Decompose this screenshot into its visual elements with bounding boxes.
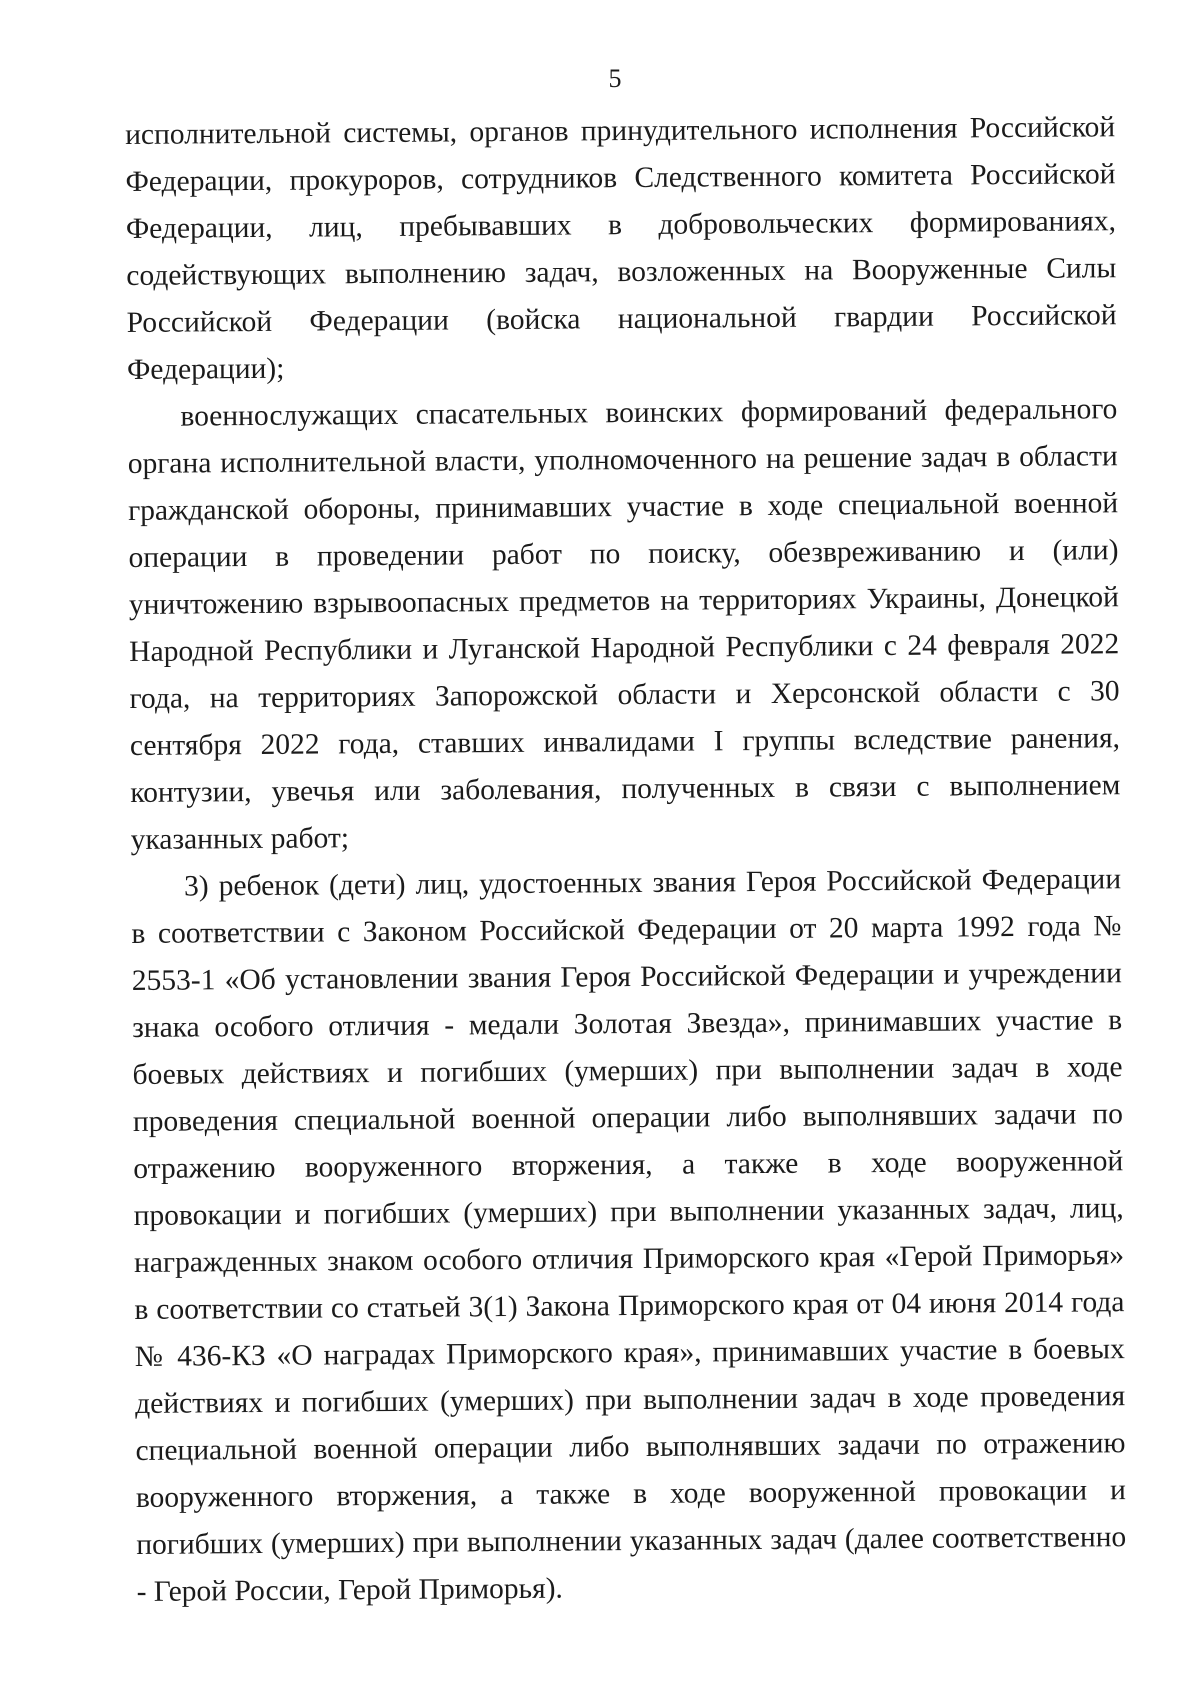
paragraph-rescue-servicemen: военнослужащих спасательных воинских формирований федерального органа исполнительной власти, уполномоченного на решение задач в области гражданской обороны, принимавших участие в ходе специальной военной операции в проведении работ по поиску, обезвреживанию и (или) уничтожению взрывоопасных предметов на территориях Украины, Донецкой Народной Республики и Луганской Народной Республики с 24 февраля 2022 года, на территориях Запорожской области и Херсонской области с 30 сентября 2022 года, ставших инвалидами I группы вследствие ранения, контузии, увечья или заболевания, полученных в связи с выполнением указанных работ; xyxy=(127,393,1121,856)
paragraph-continuation: исполнительной системы, органов принудительного исполнения Российской Федерации, прокуроров, сотрудников Следственного комитета Российской Федерации, лиц, пребывавших в добровольческих формированиях, содействующих выполнению задач, возложенных на Вооруженные Силы Российской Федерации (войска национальной гвардии Российской Федерации); xyxy=(125,111,1117,386)
page-number: 5 xyxy=(608,64,622,93)
document-body xyxy=(125,104,1127,1616)
paragraph-item-3: 3) ребенок (дети) лиц, удостоенных звания Героя Российской Федерации в соответствии с Законом Российской Федерации от 20 марта 1992 года № 2553-1 «Об установлении звания Героя Российской Федерации и учреждении знака особого отличия - медали Золотая Звезда», принимавших участие в боевых действиях и погибших (умерших) при выполнении задач в ходе проведения специальной военной операции либо выполнявших задачи по отражению вооруженного вторжения, а также в ходе вооруженной провокации и погибших (умерших) при выполнении указанных задач, лиц, награжденных знаком особого отличия Приморского края «Герой Приморья» в соответствии со статьей 3(1) Закона Приморского края от 04 июня 2014 года № 436-КЗ «О наградах Приморского края», принимавших участие в боевых действиях и погибших (умерших) при выполнении задач в ходе проведения специальной военной операции либо выполнявших задачи по отражению вооруженного вторжения, а также в ходе вооруженной провокации и погибших (умерших) при выполнении указанных задач (далее соответственно - Герой России, Герой Приморья). xyxy=(131,863,1127,1608)
